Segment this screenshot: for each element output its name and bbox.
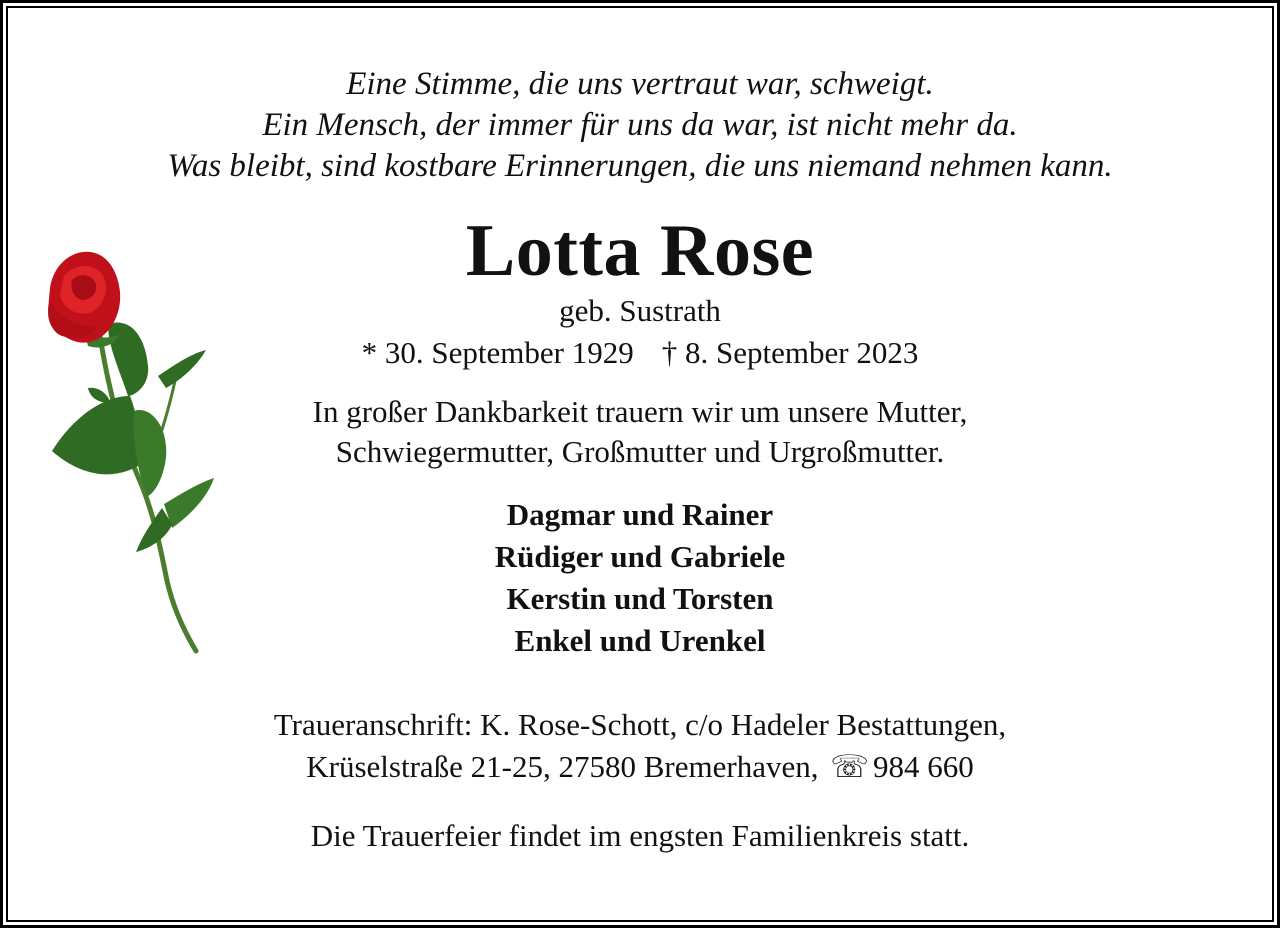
mourning-text-line-1: In großer Dankbarkeit trauern wir um unsere Mutter, [312,394,968,429]
phone-number: 984 660 [872,749,974,784]
poem [0,64,1280,187]
address-street: Krüselstraße 21-25, 27580 Bremerhaven, [306,749,819,784]
mourning-address [0,704,1280,788]
poem-line-1: Eine Stimme, die uns vertraut war, schweigt. [346,66,934,102]
rose-icon [38,246,228,660]
family-member: Dagmar und Rainer [506,497,774,532]
family-member: Enkel und Urenkel [514,623,766,658]
poem-line-3: Was bleibt, sind kostbare Erinnerungen, die uns niemand nehmen kann. [167,148,1113,184]
address-line-1: Traueranschrift: K. Rose-Schott, c/o Hadeler Bestattungen, [273,707,1007,742]
birth-name: geb. Sustrath [559,293,721,328]
deceased-name: Lotta Rose [465,210,815,292]
birth-date: * 30. September 1929 [361,335,634,370]
mourning-text-line-2: Schwiegermutter, Großmutter und Urgroßmutter. [335,434,945,469]
telephone-icon: ☏ [830,749,869,784]
address-line-2 [0,746,1280,788]
death-date: † 8. September 2023 [661,335,919,370]
poem-line-2: Ein Mensch, der immer für uns da war, ist nicht mehr da. [262,107,1018,143]
family-member: Kerstin und Torsten [506,581,774,616]
family-member: Rüdiger und Gabriele [494,539,786,574]
ceremony-note: Die Trauerfeier findet im engsten Familienkreis statt. [310,818,970,853]
